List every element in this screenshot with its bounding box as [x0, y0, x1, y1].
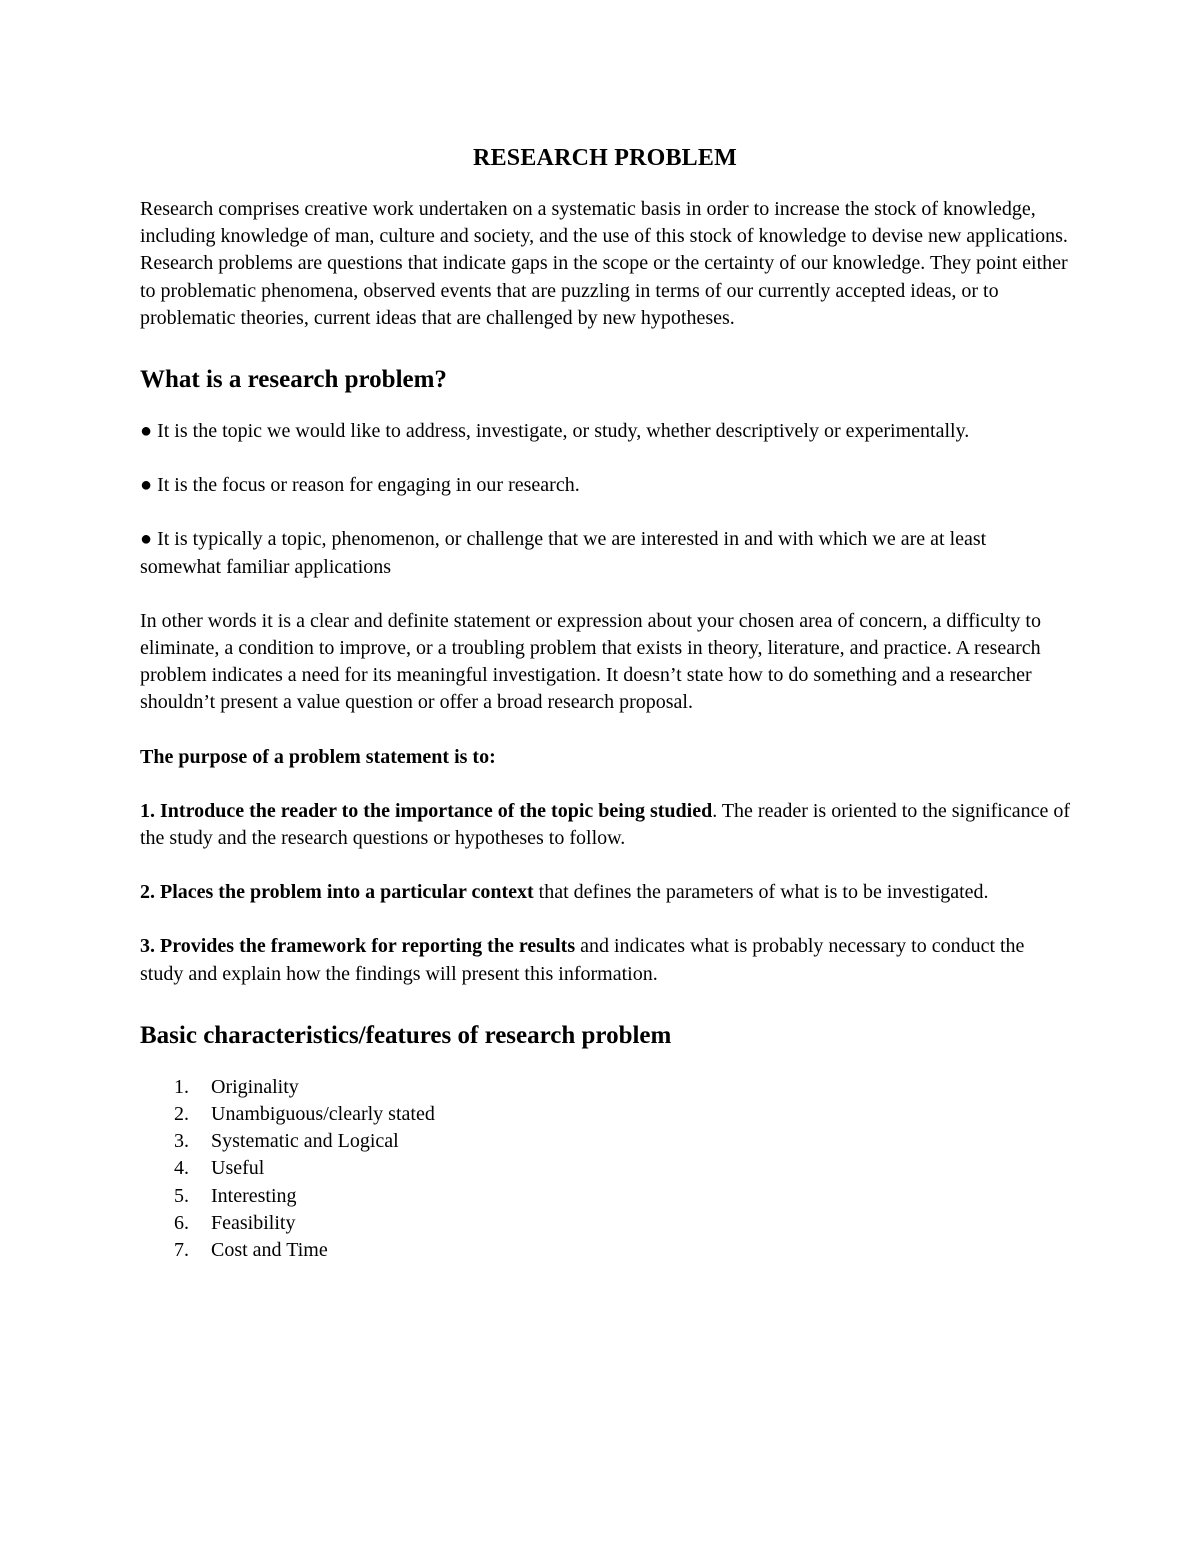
list-label: Feasibility: [211, 1211, 296, 1234]
bullet-item: ● It is typically a topic, phenomenon, or challenge that we are interested in and with which we are at least somewhat familiar applications: [140, 528, 987, 578]
purpose-item-text: . The reader is oriented to the significance of the study and the research questions or hypotheses to follow.: [140, 799, 1071, 850]
list-number: 5.: [174, 1184, 189, 1207]
list-number: 1.: [174, 1075, 189, 1098]
list-item: [174, 1128, 1070, 1155]
list-item: [174, 1101, 1070, 1128]
section-heading-characteristics: Basic characteristics/features of research problem: [140, 1021, 672, 1049]
list-label: Originality: [211, 1075, 299, 1098]
list-number: 4.: [174, 1157, 189, 1180]
list-label: Cost and Time: [211, 1239, 328, 1262]
list-number: 7.: [174, 1239, 189, 1262]
bullet-item: ● It is the focus or reason for engaging in our research.: [140, 474, 580, 497]
list-item: [174, 1237, 1070, 1264]
document-title: RESEARCH PROBLEM: [473, 145, 737, 171]
list-item: [174, 1155, 1070, 1182]
list-label: Systematic and Logical: [211, 1130, 399, 1153]
list-item: [174, 1183, 1070, 1210]
list-label: Useful: [211, 1157, 265, 1180]
purpose-item-text: and indicates what is probably necessary to conduct the study and explain how the findings will present this information.: [140, 935, 1025, 985]
purpose-item-bold: 3. Provides the framework for reporting the results: [140, 935, 576, 958]
list-number: 6.: [174, 1211, 189, 1234]
purpose-item-text: that defines the parameters of what is to be investigated.: [533, 881, 989, 904]
section-heading-what-is: What is a research problem?: [140, 366, 447, 394]
features-list: [140, 1074, 1070, 1264]
purpose-item-bold: 2. Places the problem into a particular context: [140, 881, 534, 904]
document-page: [140, 140, 1070, 1264]
list-number: 3.: [174, 1130, 189, 1153]
list-label: Interesting: [211, 1184, 297, 1207]
list-item: [174, 1210, 1070, 1237]
purpose-item: [140, 798, 1070, 852]
list-number: 2.: [174, 1103, 189, 1126]
list-label: Unambiguous/clearly stated: [211, 1103, 435, 1126]
list-item: [174, 1074, 1070, 1101]
purpose-heading: The purpose of a problem statement is to:: [140, 745, 496, 768]
bullet-item: ● It is the topic we would like to address, investigate, or study, whether descriptively or experimentally.: [140, 420, 970, 443]
intro-paragraph: Research comprises creative work undertaken on a systematic basis in order to increase the stock of knowledge, including knowledge of man, culture and society, and the use of this stock of knowledge to devise new applications. Research problems are questions that indicate gaps in the scope or the certainty of our knowledge. They point either to problematic phenomena, observed events that are puzzling in terms of our currently accepted ideas, or to problematic theories, current ideas that are challenged by new hypotheses.: [140, 198, 1068, 329]
purpose-item: [140, 879, 1070, 906]
definition-paragraph: In other words it is a clear and definite statement or expression about your chosen area of concern, a difficulty to eliminate, a condition to improve, or a troubling problem that exists in theory, literature, and practice. A research problem indicates a need for its meaningful investigation. It doesn’t state how to do something and a researcher shouldn’t present a value question or offer a broad research proposal.: [140, 609, 1041, 714]
purpose-item-bold: 1. Introduce the reader to the importance of the topic being studied: [140, 799, 713, 822]
purpose-item: [140, 933, 1070, 987]
